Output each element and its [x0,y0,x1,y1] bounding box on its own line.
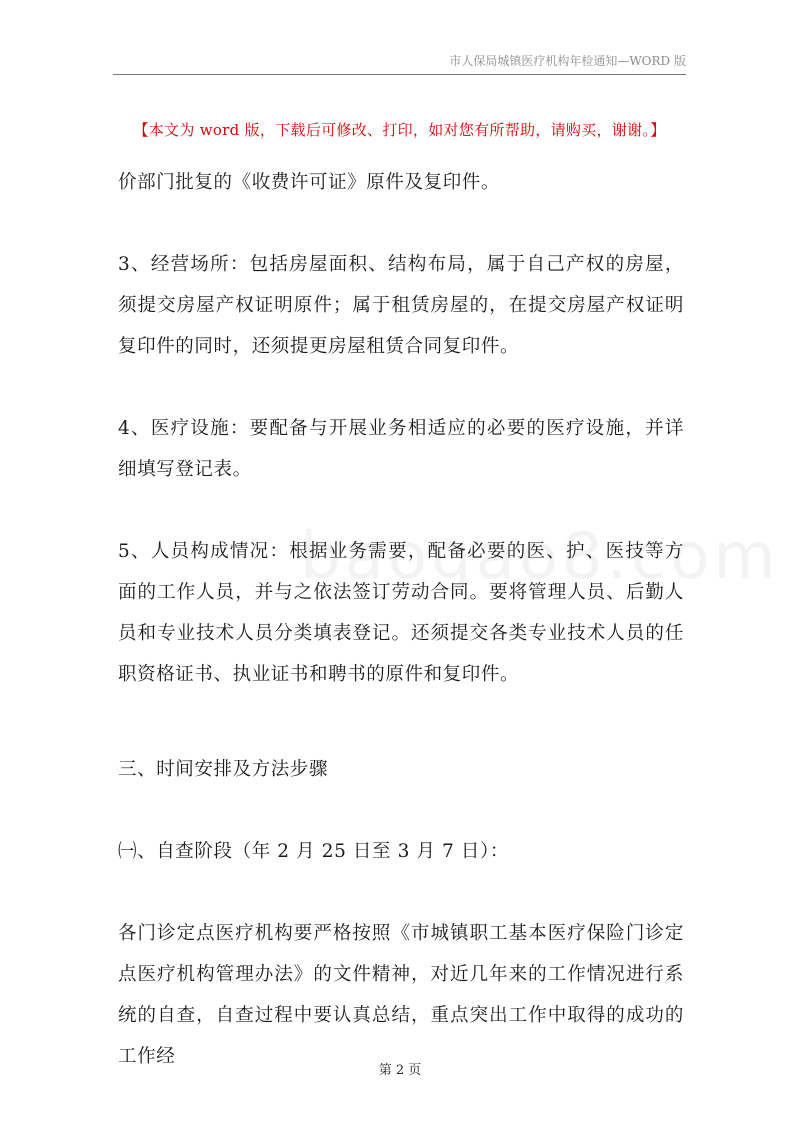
subsection-self-inspection: ㈠、自查阶段（年 2 月 25 日至 3 月 7 日）： [118,841,509,862]
paragraph-medical-facilities: 4、医疗设施：要配备与开展业务相适应的必要的医疗设施，并详细填写登记表。 [118,418,684,480]
paragraph-business-premises: 3、经营场所：包括房屋面积、结构布局，属于自己产权的房屋，须提交房屋产权证明原件；属于租赁房屋的，在提交房屋产权证明复印件的同时，还须提更房屋租赁合同复印件。 [118,254,684,357]
purchase-notice: 【本文为 word 版，下载后可修改、打印，如对您有所帮助，请购买，谢谢。】 [133,121,666,139]
paragraph-self-inspection: 各门诊定点医疗机构要严格按照《市城镇职工基本医疗保险门诊定点医疗机构管理办法》的文件精神，对近几年来的工作情况进行系统的自查，自查过程中要认真总结，重点突出工作中取得的成功的工作经 [118,923,684,1067]
paragraph-staffing: 5、人员构成情况：根据业务需要，配备必要的医、护、医技等方面的工作人员，并与之依法签订劳动合同。要将管理人员、后勤人员和专业技术人员分类填表登记。还须提交各类专业技术人员的任职资格证书、执业证书和聘书的原件和复印件。 [118,541,684,685]
paragraph-1: 价部门批复的《收费许可证》原件及复印件。 [118,172,501,193]
running-header: 市人保局城镇医疗机构年检通知—WORD 版 [449,54,686,68]
section-heading-schedule: 三、时间安排及方法步骤 [118,759,329,780]
page-number: 第 2 页 [378,1063,422,1078]
header-divider [113,74,686,75]
